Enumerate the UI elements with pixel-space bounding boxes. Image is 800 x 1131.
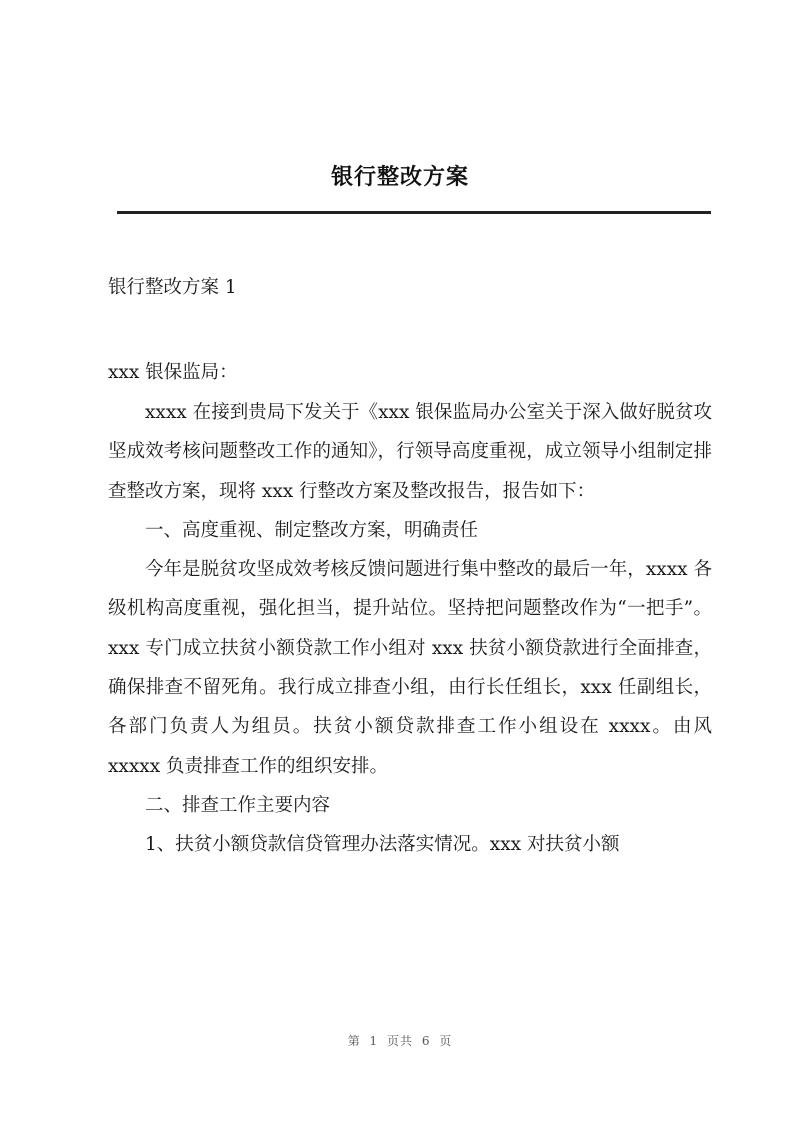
heading-part-one: 一、高度重视、制定整改方案，明确责任 xyxy=(145,519,479,541)
paragraph-part-one: 今年是脱贫攻坚成效考核反馈问题进行集中整改的最后一年，xxxx 各级机构高度重视，强化担当，提升站位。坚持把问题整改作为“一把手”。xxx 专门成立扶贫小额贷款工作小组对 xxx 扶贫小额贷款进行全面排查，确保排查不留死角。我行成立排查小组，由行长任组长，xxx 任副组长，各部门负责人为组员。扶贫小额贷款排查工作小组设在 xxxx。由风 xxxxx 负责排查工作的组织安排。 xyxy=(108,559,712,777)
heading-part-two: 二、排查工作主要内容 xyxy=(145,794,331,816)
section-heading: 银行整改方案 1 xyxy=(108,277,237,298)
document-body xyxy=(108,393,712,865)
paragraph-item-one: 1、扶贫小额贷款信贷管理办法落实情况。xxx 对扶贫小额 xyxy=(145,834,620,856)
document-title: 银行整改方案 xyxy=(330,164,469,190)
page-number: 第 1 页共 6 页 xyxy=(347,1034,453,1048)
paragraph-intro: xxxx 在接到贵局下发关于《xxx 银保监局办公室关于深入做好脱贫攻坚成效考核问题整改工作的通知》，行领导高度重视，成立领导小组制定排查整改方案，现将 xxx 行整改方案及整改报告，报告如下： xyxy=(108,402,712,502)
title-divider xyxy=(117,211,711,214)
salutation: xxx 银保监局： xyxy=(108,362,238,383)
